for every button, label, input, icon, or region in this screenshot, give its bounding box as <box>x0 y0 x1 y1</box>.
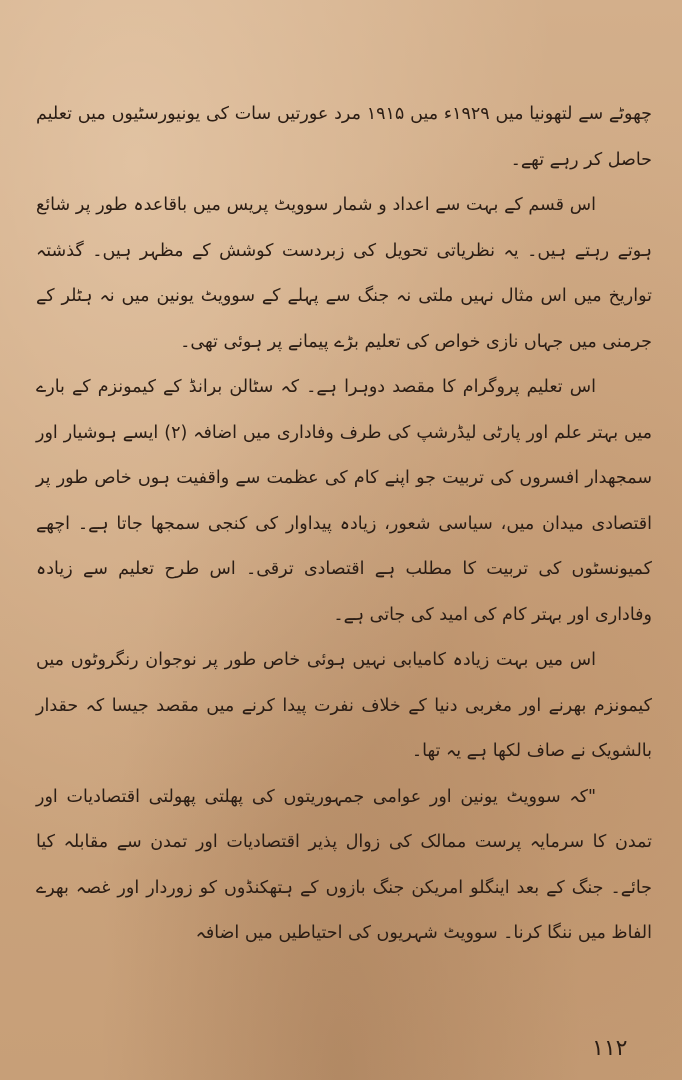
paragraph-1: چھوٹے سے لتھونیا میں ۱۹۲۹ء میں ۱۹۱۵ مرد عورتیں سات کی یونیورسٹیوں میں تعلیم حاصل کر رہے تھے۔ <box>36 104 652 170</box>
urdu-text-body <box>36 92 652 957</box>
paragraph-3: اس تعلیم پروگرام کا مقصد دوہرا ہے۔ کہ سٹالن برانڈ کے کیمونزم کے بارے میں بہتر علم اور پارٹی لیڈرشپ کی طرف وفاداری میں اضافہ (۲) ایسے ہوشیار اور سمجھدار افسروں کی تربیت جو اپنے کام کی عظمت سے واقفیت ہوں خاص طور پر اقتصادی میدان میں، سیاسی شعور، زیادہ پیداوار کی کنجی سمجھا جاتا ہے۔ اچھے کمیونسٹوں کی تربیت کا مطلب ہے اقتصادی ترقی۔ اس طرح تعلیم سے زیادہ وفاداری اور بہتر کام کی امید کی جاتی ہے۔ <box>36 377 652 625</box>
paragraph-5-quote: "کہ سوویٹ یونین اور عوامی جمہوریتوں کی پھلتی پھولتی اقتصادیات اور تمدن کا سرمایہ پرست ممالک کی زوال پذیر اقتصادیات اور تمدن سے مقابلہ کیا جائے۔ جنگ کے بعد اینگلو امریکن جنگ بازوں کے ہتھکنڈوں کو زوردار اور غصہ بھرے الفاظ میں ننگا کرنا۔ سوویٹ شہریوں کی احتیاطیں میں اضافہ <box>36 786 652 943</box>
page-number: ۱۱۲ <box>592 1036 628 1061</box>
paragraph-4: اس میں بہت زیادہ کامیابی نہیں ہوئی خاص طور پر نوجوان رنگروٹوں میں کیمونزم بھرنے اور مغربی دنیا کے خلاف نفرت پیدا کرنے میں مقصد جیسا کہ حقدار بالشویک نے صاف لکھا ہے یہ تھا۔ <box>36 650 652 761</box>
paragraph-2: اس قسم کے بہت سے اعداد و شمار سوویٹ پریس میں باقاعدہ طور پر شائع ہوتے رہتے ہیں۔ یہ نظریاتی تحویل کی زبردست کوشش کے مظہر ہیں۔ گذشتہ تواریخ میں اس مثال نہیں ملتی نہ جنگ سے پہلے کے سوویٹ یونین میں نہ ہٹلر کے جرمنی میں جہاں نازی خواص کی تعلیم بڑے پیمانے پر ہوئی تھی۔ <box>36 195 652 352</box>
